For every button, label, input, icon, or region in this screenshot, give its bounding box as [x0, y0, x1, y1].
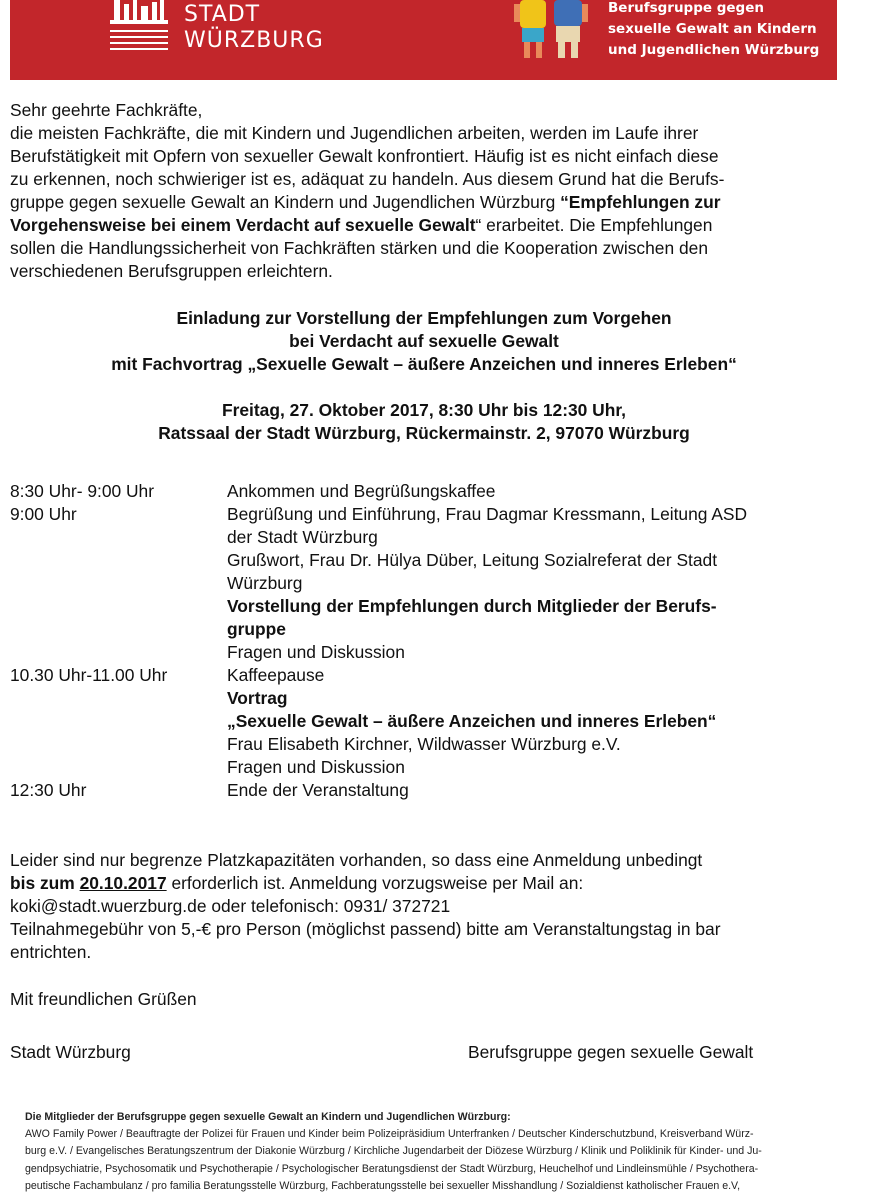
- intro-line: die meisten Fachkräfte, die mit Kindern und Jugendlichen arbeiten, werden im Laufe ihrer: [10, 123, 699, 143]
- footer-line: burg e.V. / Evangelisches Beratungszentrum der Diakonie Würzburg / Kirchliche Jugendarbeit der Diözese Würzburg / Klinik und Poliklinik für Kinder- und Ju-: [25, 1145, 762, 1158]
- registration-bold: bis zum: [10, 873, 80, 893]
- group-line-2: sexuelle Gewalt an Kindern: [608, 21, 817, 37]
- sender-left: Stadt Würzburg: [10, 1042, 131, 1062]
- event-date: Freitag, 27. Oktober 2017, 8:30 Uhr bis 12:30 Uhr,: [221, 400, 627, 420]
- header-banner: [10, 0, 837, 80]
- program-time: 9:00 Uhr: [10, 504, 77, 524]
- invitation-title: Einladung zur Vorstellung der Empfehlungen zum Vorgehen: [176, 308, 672, 328]
- group-line-1: Berufsgruppe gegen: [608, 0, 764, 16]
- program-item: Fragen und Diskussion: [227, 757, 405, 777]
- intro-line: sollen die Handlungssicherheit von Fachkräften stärken und die Kooperation zwischen den: [10, 238, 708, 258]
- intro-text: gruppe gegen sexuelle Gewalt an Kindern und Jugendlichen Würzburg: [10, 192, 561, 212]
- intro-text: “ erarbeitet. Die Empfehlungen: [475, 215, 713, 235]
- salutation: Sehr geehrte Fachkräfte,: [10, 100, 203, 120]
- intro-bold-title: Vorgehensweise bei einem Verdacht auf sexuelle Gewalt: [10, 215, 476, 235]
- city-name: [184, 0, 324, 54]
- program-item-bold: gruppe: [227, 619, 286, 639]
- program-item: Kaffeepause: [227, 665, 325, 685]
- group-name: [608, 0, 819, 61]
- sender-right: Berufsgruppe gegen sexuelle Gewalt: [468, 1042, 754, 1062]
- invitation-title: mit Fachvortrag „Sexuelle Gewalt – äußere Anzeichen und inneres Erleben“: [111, 354, 737, 374]
- invitation-title: bei Verdacht auf sexuelle Gewalt: [289, 331, 559, 351]
- registration-line: Teilnahmegebühr von 5,-€ pro Person (möglichst passend) bitte am Veranstaltungstag in bar: [10, 919, 721, 939]
- intro-line: Berufstätigkeit mit Opfern von sexueller Gewalt konfrontiert. Häufig ist es nicht einfach diese: [10, 146, 719, 166]
- program-item: Frau Elisabeth Kirchner, Wildwasser Würzburg e.V.: [227, 734, 621, 754]
- program-item: Fragen und Diskussion: [227, 642, 405, 662]
- members-footer: [25, 1109, 845, 1195]
- group-line-3: und Jugendlichen Würzburg: [608, 42, 820, 58]
- footer-line: peutische Fachambulanz / pro familia Beratungsstelle Würzburg, Fachberatungsstelle bei sexueller Misshandlung / Sozialdienst katholischer Frauen e.V,: [25, 1179, 741, 1192]
- footer-line: AWO Family Power / Beauftragte der Polizei für Frauen und Kinder beim Polizeipräsidium Unterfranken / Deutscher Kinderschutzbund, Kreisverband Würz-: [25, 1128, 754, 1141]
- program-item-bold: „Sexuelle Gewalt – äußere Anzeichen und inneres Erleben“: [227, 711, 717, 731]
- children-illustration-icon: [510, 0, 596, 60]
- program-time: 12:30 Uhr: [10, 780, 87, 800]
- intro-line: zu erkennen, noch schwieriger ist es, adäquat zu handeln. Aus diesem Grund hat die Berufs-: [10, 169, 725, 189]
- footer-line: gendpsychiatrie, Psychosomatik und Psychotherapie / Psychologischer Beratungsdienst der Stadt Würzburg, Heuchelhof und Lindleinsmühle / Psychothera-: [25, 1162, 759, 1175]
- closing-greeting: Mit freundlichen Grüßen: [10, 989, 197, 1009]
- intro-line: [10, 191, 840, 214]
- city-line-2: WÜRZBURG: [184, 28, 324, 53]
- registration-line: Leider sind nur begrenze Platzkapazitäten vorhanden, so dass eine Anmeldung unbedingt: [10, 850, 703, 870]
- registration-line: [10, 872, 840, 895]
- intro-bold-title: “Empfehlungen zur: [560, 192, 721, 212]
- program-item: Grußwort, Frau Dr. Hülya Düber, Leitung Sozialreferat der Stadt: [227, 550, 718, 570]
- footer-heading: Die Mitglieder der Berufsgruppe gegen sexuelle Gewalt an Kindern und Jugendlichen Würzburg:: [25, 1111, 511, 1123]
- program-item: der Stadt Würzburg: [227, 527, 378, 547]
- program-item: Ende der Veranstaltung: [227, 780, 409, 800]
- intro-line: [10, 214, 840, 237]
- registration-deadline: 20.10.2017: [79, 873, 167, 893]
- program-item: Würzburg: [227, 573, 303, 593]
- registration-contact: koki@stadt.wuerzburg.de oder telefonisch: 0931/ 372721: [10, 896, 451, 916]
- program-time: 10.30 Uhr-11.00 Uhr: [10, 665, 168, 685]
- event-place: Ratssaal der Stadt Würzburg, Rückermainstr. 2, 97070 Würzburg: [158, 423, 690, 443]
- city-line-1: STADT: [184, 2, 261, 27]
- program-item: Begrüßung und Einführung, Frau Dagmar Kressmann, Leitung ASD: [227, 504, 748, 524]
- registration-line: entrichten.: [10, 942, 92, 962]
- program-item-bold: Vorstellung der Empfehlungen durch Mitglieder der Berufs-: [227, 596, 717, 616]
- program-item: Ankommen und Begrüßungskaffee: [227, 481, 496, 501]
- city-skyline-logo-icon: [106, 0, 172, 58]
- intro-line: verschiedenen Berufsgruppen erleichtern.: [10, 261, 333, 281]
- program-time: 8:30 Uhr- 9:00 Uhr: [10, 481, 155, 501]
- registration-text: erforderlich ist. Anmeldung vorzugsweise per Mail an:: [166, 873, 584, 893]
- program-item-bold: Vortrag: [227, 688, 288, 708]
